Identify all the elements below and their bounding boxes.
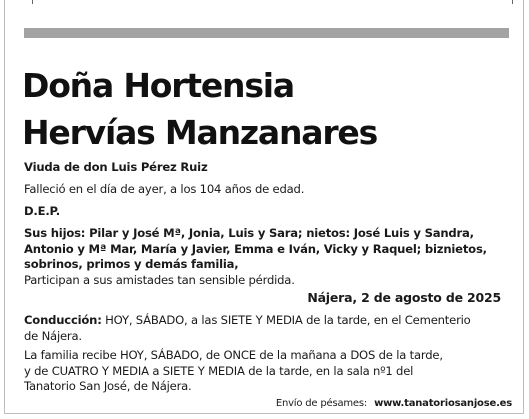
family-line: Sus hijos: Pilar y José Mª, Jonia, Luis y Sara; nietos: José Luis y Sandra, bbox=[24, 226, 474, 240]
dep: D.E.P. bbox=[24, 204, 60, 218]
crop-mark-left bbox=[32, 0, 33, 4]
conduccion bbox=[24, 313, 508, 329]
death-notice: Falleció en el día de ayer, a los 104 años de edad. bbox=[24, 182, 305, 196]
participan: Participan a sus amistades tan sensible pérdida. bbox=[24, 273, 295, 287]
family-line: sobrinos, primos y demás familia, bbox=[24, 257, 239, 271]
deceased-name-line2: Hervías Manzanares bbox=[22, 113, 378, 152]
family-line: Antonio y Mª Mar, María y Javier, Emma e Iván, Vicky y Raquel; biznietos, bbox=[24, 241, 487, 256]
place-date: Nájera, 2 de agosto de 2025 bbox=[307, 290, 501, 305]
deceased-name-line1: Doña Hortensia bbox=[22, 66, 294, 105]
conduccion-line2: de Nájera. bbox=[24, 328, 82, 343]
conduccion-label: Conducción: bbox=[24, 313, 102, 327]
footer-label: Envío de pésames: bbox=[275, 398, 368, 409]
recibe-line: y de CUATRO Y MEDIA a SIETE Y MEDIA de la tarde, en la sala nº1 del bbox=[24, 363, 414, 378]
widow-of: Viuda de don Luis Pérez Ruiz bbox=[24, 160, 208, 174]
recibe-line: Tanatorio San José, de Nájera. bbox=[24, 379, 192, 393]
header-bar bbox=[24, 28, 509, 38]
conduccion-text: HOY, SÁBADO, a las SIETE Y MEDIA de la tarde, en el Cementerio bbox=[101, 313, 471, 327]
crop-mark-right bbox=[512, 0, 513, 4]
footer bbox=[276, 398, 512, 410]
footer-link[interactable]: www.tanatoriosanjose.es bbox=[374, 398, 512, 409]
recibe-line: La familia recibe HOY, SÁBADO, de ONCE de la mañana a DOS de la tarde, bbox=[24, 348, 443, 362]
